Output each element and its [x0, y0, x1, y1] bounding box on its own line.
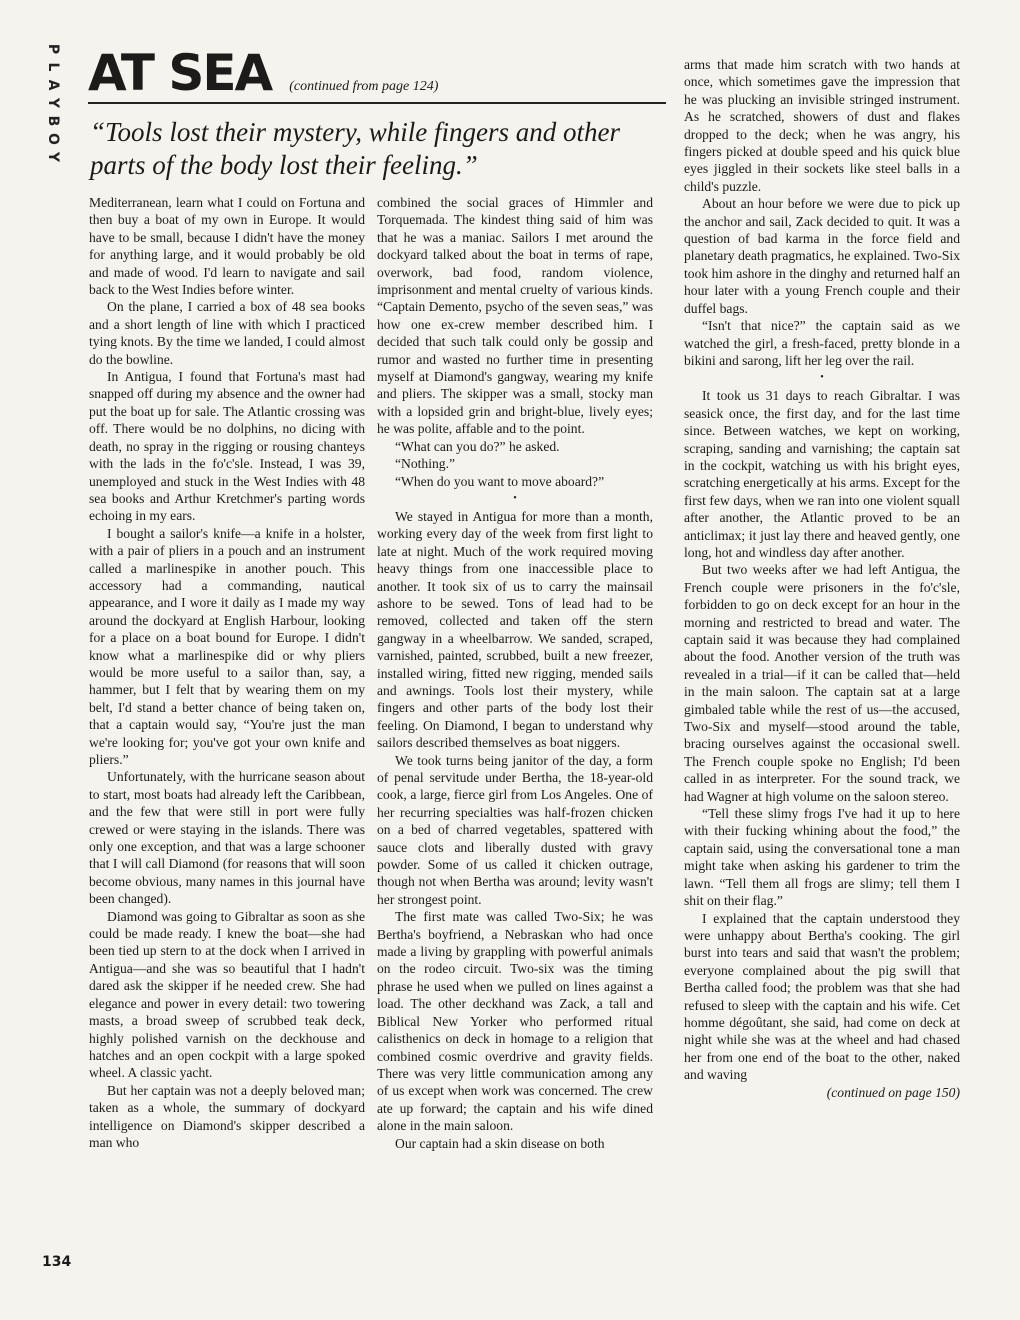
- paragraph: combined the social graces of Himmler and Torquemada. The kindest thing said of him was that he was a maniac. Sailors I met around the dockyard talked about the boat in terms of rape, overwork, bad food, random violence, imprisonment and mental cruelty of various kinds. “Captain Demento, psycho of the seven seas,” was how one ex-crew member described him. I decided that such talk could only be gossip and rumor and wasted no further time in presenting myself at Diamond's gangway, wearing my knife and pliers. The skipper was a small, stocky man with a lopsided grin and bright-blue, lively eyes; he was polite, affable and to the point.: [377, 195, 653, 437]
- mag-letter: P: [45, 43, 61, 55]
- title-row: [88, 44, 666, 102]
- paragraph: Mediterranean, learn what I could on Fortuna and then buy a boat of my own in Europe. It would have to be small, because I didn't have the money for anything large, and it would probably be old and made of wood. I'd learn to navigate and sail back to the West Indies before winter.: [89, 195, 365, 298]
- magazine-name-vertical: [38, 40, 68, 166]
- paragraph: We stayed in Antigua for more than a month, working every day of the week from first light to late at night. Much of the work required moving heavy things from one inaccessible place to another. It took six of us to carry the mainsail ashore to be sewed. Tons of lead had to be removed, collected and taken off the stern gangway in a wheelbarrow. We sanded, scraped, varnished, painted, scrubbed, built a new freezer, installed wiring, fitted new rigging, mended sails and awnings. Tools lost their mystery, while fingers and other parts of the body lost their feeling. On Diamond, I began to understand why sailors described themselves as boat niggers.: [377, 508, 653, 751]
- continued-from-note: (continued from page 124): [289, 79, 439, 94]
- header-rule: [88, 102, 666, 104]
- paragraph: Diamond was going to Gibraltar as soon as she could be made ready. I knew the boat—she had been tied up stern to at the dock when I arrived in Antigua—and she was so beautiful that I hadn't dared ask the skipper if he needed crew. She had elegance and power in every detail: two towering masts, a broad sweep of scrubbed teak deck, highly polished varnish on the deckhouse and hatches and an open cockpit with a large spoked wheel. A classic yacht.: [89, 908, 365, 1081]
- paragraph: But two weeks after we had left Antigua, the French couple were prisoners in the fo'c'sle, forbidden to go on deck except for an hour in the morning and restricted to bread and water. The captain said it was because they had complained about the food. Another version of the truth was revealed in a trial—if it can be called that—held in the main saloon. The captain sat at a large gimbaled table while the rest of us—the accused, Two-Six and myself—stood around the table, bracing ourselves against the occasional swell. The French couple spoke no English; I'd been called in as interpreter. For the sound track, we had Wagner at high volume on the saloon stereo.: [684, 562, 960, 804]
- continued-on-note: (continued on page 150): [826, 1084, 960, 1100]
- paragraph: “Tell these slimy frogs I've had it up to here with their fucking whining about the food,” the captain said, using the conversational tone a man might take when asking his gardener to trim the lawn. “Tell them all frogs are slimy; tell them I shit on their flag.”: [684, 806, 960, 909]
- paragraph: About an hour before we were due to pick up the anchor and sail, Zack decided to quit. It was a question of bad karma in the force field and planetary death pragmatics, he explained. Two-Six took him ashore in the dinghy and returned half an hour later with a young French couple and their duffel bags.: [684, 196, 960, 316]
- mag-letter: Y: [45, 97, 61, 109]
- mag-letter: O: [45, 133, 61, 145]
- paragraph: “Nothing.”: [395, 456, 456, 472]
- paragraph: arms that made him scratch with two hands at once, which sometimes gave the impression that he was plucking an invisible stringed instrument. As he scratched, showers of dust and flakes dropped to the deck; when he was angry, his fingers picked at double speed and his quick blue eyes jiggled in their sockets like steel balls in a child's puzzle.: [684, 57, 960, 194]
- paragraph: In Antigua, I found that Fortuna's mast had snapped off during my absence and the owner had put the boat up for sale. The Atlantic crossing was off. There would be no dolphins, no dicing with death, no spray in the rigging or rousing chanteys with the lads in the fo'c'sle. Instead, I was 39, unemployed and stuck in the West Indies with 48 sea books and Arthur Kretchmer's parting words echoing in my ears.: [89, 369, 365, 524]
- pull-quote: “Tools lost their mystery, while fingers and other parts of the body lost their feeling.”: [90, 117, 621, 180]
- mag-letter: B: [45, 115, 61, 127]
- text-column-3: [684, 56, 960, 1101]
- paragraph: We took turns being janitor of the day, a form of penal servitude under Bertha, the 18-year-old cook, a large, fierce girl from Los Angeles. One of her recurring specialties was half-frozen chicken on a bed of charred vegetables, spattered with sauce clots and liberally dusted with gravy powder. Some of us called it chicken outrage, though not when Bertha was around; levity wasn't her strongest point.: [377, 752, 653, 907]
- paragraph: “What can you do?” he asked.: [395, 438, 560, 454]
- mag-letter: L: [45, 62, 61, 72]
- paragraph: Our captain had a skin disease on both: [395, 1135, 605, 1151]
- text-column-1: [89, 194, 365, 1151]
- paragraph: But her captain was not a deeply beloved man; taken as a whole, the summary of dockyard intelligence on Diamond's skipper described a man who: [89, 1082, 365, 1150]
- paragraph: “When do you want to move aboard?”: [395, 473, 605, 489]
- text-column-2: [377, 194, 653, 1152]
- article-header: [88, 44, 666, 182]
- mag-letter: A: [45, 79, 61, 91]
- paragraph: Unfortunately, with the hurricane season about to start, most boats had already left the Caribbean, and the few that were still in port were fully crewed or were staying in the islands. There was only one exception, and that was a large schooner that I will call Diamond (for reasons that will soon become obvious, many names in this journal have been changed).: [89, 769, 365, 907]
- paragraph: “Isn't that nice?” the captain said as we watched the girl, a fresh-faced, pretty blonde in a bikini and sarong, lift her leg over the rail.: [684, 318, 960, 368]
- section-ornament: •: [820, 372, 824, 384]
- article-title: AT SEA: [88, 44, 272, 102]
- section-ornament: •: [513, 492, 517, 504]
- paragraph: The first mate was called Two-Six; he was Bertha's boyfriend, a Nebraskan who had once made a living by grappling with powerful animals on the rodeo circuit. Two-six was the timing phrase he used when we pulled on lines against a load. The other deckhand was Zack, a tall and Biblical New Yorker who performed ritual calisthenics on deck in homage to a religion that combined cosmic overdrive and gravity fields. There was very little communication among any of us except when work was concerned. The crew ate up forward; the captain and his wife dined alone in the main saloon.: [377, 909, 653, 1134]
- paragraph: It took us 31 days to reach Gibraltar. I was seasick once, the first day, and for the last time since. Between watches, we kept on working, scraping, sanding and varnishing; the captain sat in the cockpit, watching us with his bright eyes, scratching energetically at his arms. Except for the first few days, when we ran into one violent squall after another, the Atlantic proved to be an anticlimax; it just lay there and heaved gently, one long, hot and windless day after another.: [684, 388, 960, 560]
- mag-letter: Y: [45, 151, 61, 163]
- page-number: 134: [42, 1254, 72, 1270]
- paragraph: On the plane, I carried a box of 48 sea books and a short length of line with which I practiced tying knots. By the time we landed, I could almost do the bowline.: [89, 299, 365, 367]
- paragraph: I explained that the captain understood they were unhappy about Bertha's cooking. The girl burst into tears and said that wasn't the problem; everyone complained about the pig swill that Bertha called food; the problem was that she had refused to sleep with the captain and his wife. Cet homme dégoûtant, she said, had come on deck at night while she was at the wheel and had chased her from one end of the boat to the other, naked and waving: [684, 910, 960, 1083]
- paragraph: I bought a sailor's knife—a knife in a holster, with a pair of pliers in a pouch and an instrument called a marlinespike in another pouch. This accessory had a commanding, nautical appearance, and I wore it daily as I made my way around the dockyard at English Harbour, looking for a place on a boat bound for Europe. I didn't know what a marlinespike did or why pliers would be more useful to a sailor than, say, a hammer, but I felt that by wearing them on my belt, I'd stand a better chance of being taken on, that a captain would say, “You're just the man we're looking for; you've got your own knife and pliers.”: [89, 525, 365, 767]
